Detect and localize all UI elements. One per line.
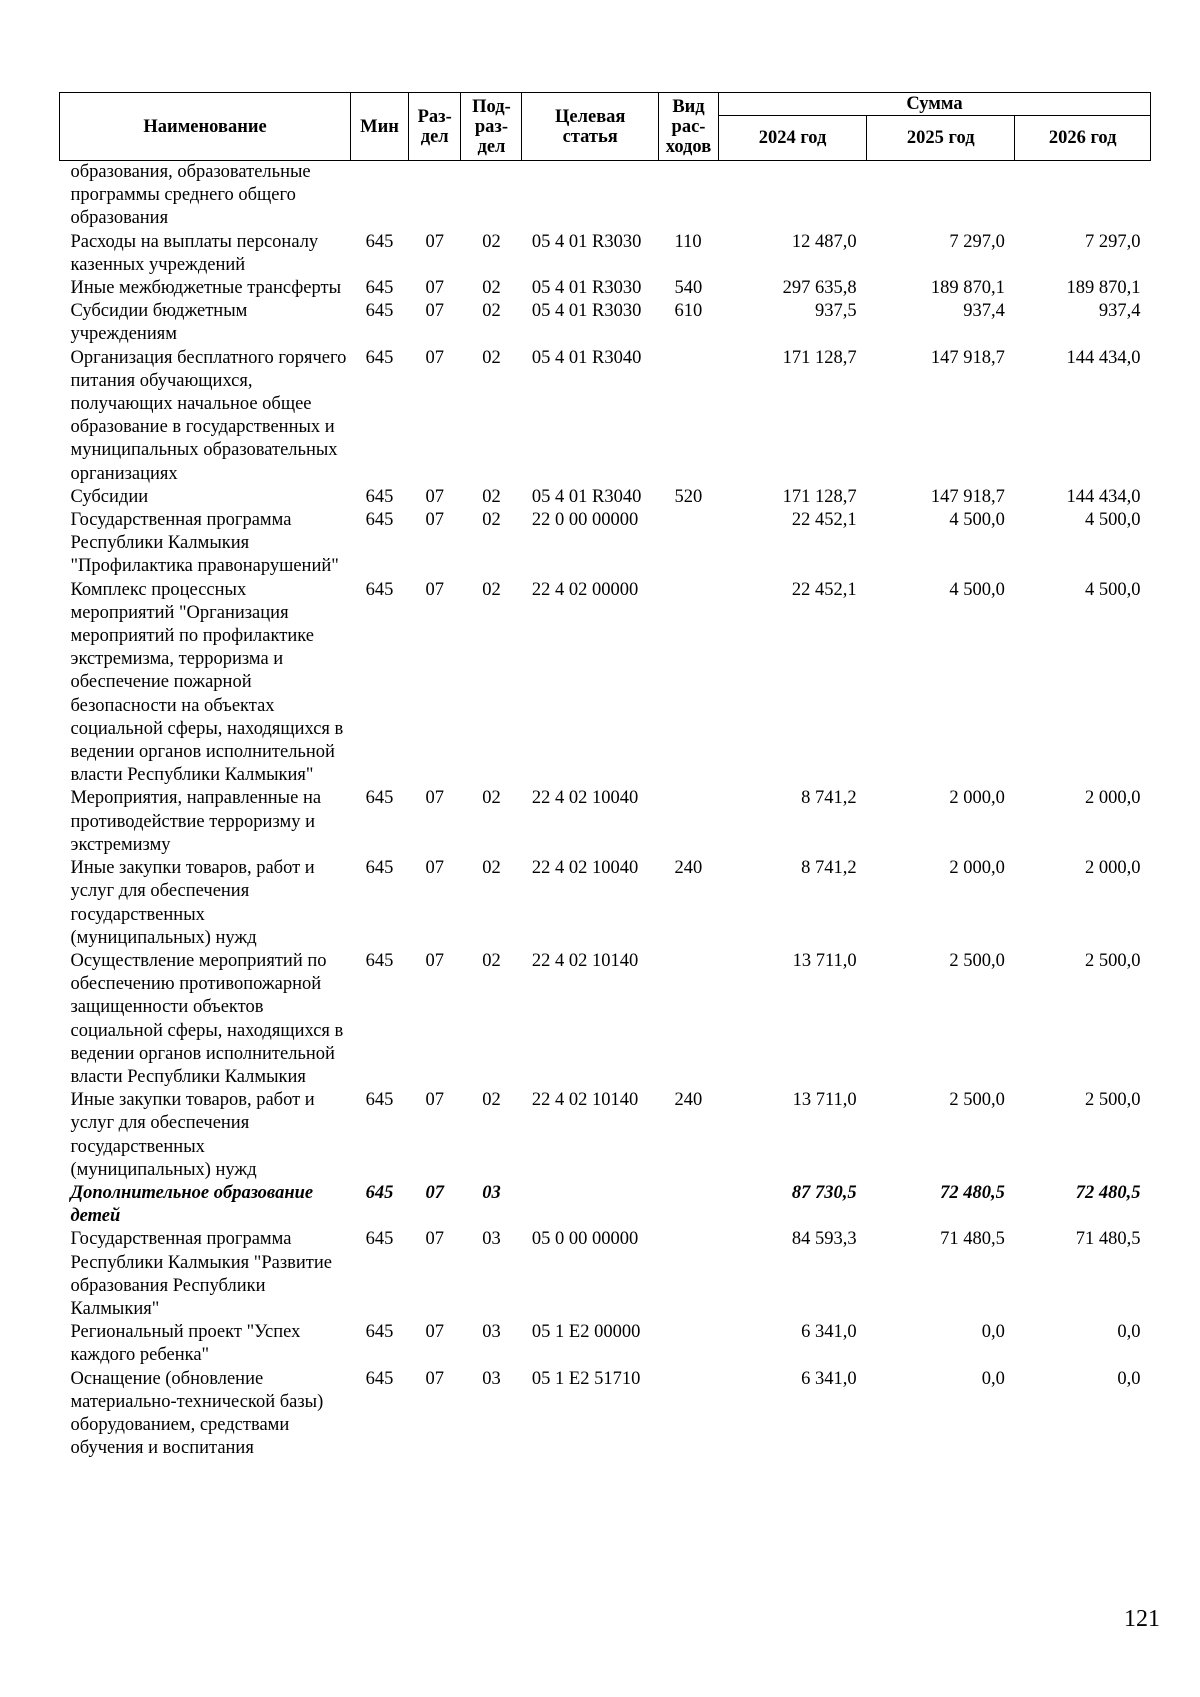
row-min: 645 xyxy=(365,301,394,322)
row-vid xyxy=(659,1182,719,1228)
table-row xyxy=(60,1321,1151,1367)
row-razdel: 07 xyxy=(425,1182,444,1203)
row-amount-2024: 6 341,0 xyxy=(801,1368,857,1389)
row-amount-2024: 297 635,8 xyxy=(782,278,857,299)
row-amount-2025: 147 918,7 xyxy=(930,486,1005,507)
row-name: Региональный проект "Успех каждого ребенка" xyxy=(70,1322,301,1366)
row-vid xyxy=(659,161,719,231)
row-podrazdel: 02 xyxy=(482,858,501,879)
table-row xyxy=(60,857,1151,950)
table-row xyxy=(60,509,1151,579)
row-amount-2026: 4 500,0 xyxy=(1085,510,1141,531)
row-min: 645 xyxy=(365,510,394,531)
row-amount-2026: 2 000,0 xyxy=(1085,858,1141,879)
row-min: 645 xyxy=(365,347,394,368)
table-row xyxy=(60,161,1151,231)
row-razdel: 07 xyxy=(425,858,444,879)
row-target-code: 22 4 02 10040 xyxy=(531,858,639,879)
row-target-code: 05 4 01 R3040 xyxy=(531,486,642,507)
row-podrazdel: 02 xyxy=(482,301,501,322)
row-name: Мероприятия, направленные на противодействие терроризму и экстремизму xyxy=(70,788,322,855)
table-row xyxy=(60,1182,1151,1228)
row-target-code: 22 4 02 00000 xyxy=(531,579,639,600)
row-amount-2025: 0,0 xyxy=(981,1368,1005,1389)
row-amount-2025: 189 870,1 xyxy=(930,278,1005,299)
row-vid xyxy=(659,347,719,486)
row-amount-2025: 147 918,7 xyxy=(930,347,1005,368)
row-amount-2024: 937,5 xyxy=(815,301,857,322)
row-razdel: 07 xyxy=(425,1090,444,1111)
row-min xyxy=(351,161,409,231)
row-razdel: 07 xyxy=(425,1229,444,1250)
row-razdel: 07 xyxy=(425,950,444,971)
table-row xyxy=(60,1089,1151,1182)
row-vid: 110 xyxy=(674,231,702,252)
row-amount-2024: 171 128,7 xyxy=(782,347,857,368)
table-row xyxy=(60,1228,1151,1321)
row-name: Расходы на выплаты персоналу казенных учреждений xyxy=(70,231,319,275)
header-sum: Сумма xyxy=(718,93,1150,116)
table-header xyxy=(60,93,1151,161)
row-razdel: 07 xyxy=(425,301,444,322)
row-podrazdel: 03 xyxy=(482,1182,501,1203)
header-vid: Вид рас- ходов xyxy=(659,93,719,161)
row-min: 645 xyxy=(365,1368,394,1389)
row-podrazdel: 03 xyxy=(482,1229,501,1250)
table-row xyxy=(60,579,1151,788)
row-razdel xyxy=(408,161,461,231)
row-amount-2026: 4 500,0 xyxy=(1085,579,1141,600)
row-podrazdel: 03 xyxy=(482,1322,501,1343)
row-target-code xyxy=(522,161,659,231)
row-min: 645 xyxy=(365,231,394,252)
row-name: Осуществление мероприятий по обеспечению противопожарной защищенности объектов социальной сферы, находящихся в ведении органов исполнительной власти Республики Калмыкия xyxy=(70,950,344,1087)
row-target-code: 05 0 00 00000 xyxy=(531,1229,639,1250)
header-min: Мин xyxy=(351,93,409,161)
row-amount-2025: 7 297,0 xyxy=(949,231,1005,252)
row-target-code: 22 4 02 10140 xyxy=(531,1090,639,1111)
row-amount-2025: 2 500,0 xyxy=(949,1090,1005,1111)
row-amount-2026: 144 434,0 xyxy=(1066,486,1141,507)
row-target-code: 22 4 02 10040 xyxy=(531,788,639,809)
row-min: 645 xyxy=(365,579,394,600)
row-amount-2025 xyxy=(867,161,1015,231)
header-2026: 2026 год xyxy=(1015,116,1151,161)
row-name: Государственная программа Республики Калмыкия "Развитие образования Республики Калмыкия" xyxy=(70,1229,332,1319)
row-vid xyxy=(659,787,719,857)
row-amount-2024: 171 128,7 xyxy=(782,486,857,507)
row-amount-2026: 2 500,0 xyxy=(1085,1090,1141,1111)
row-podrazdel xyxy=(461,161,522,231)
row-razdel: 07 xyxy=(425,510,444,531)
row-min: 645 xyxy=(365,1090,394,1111)
row-amount-2024: 13 711,0 xyxy=(792,1090,857,1111)
row-vid xyxy=(659,1368,719,1461)
row-min: 645 xyxy=(365,1322,394,1343)
row-amount-2025: 2 500,0 xyxy=(949,950,1005,971)
row-podrazdel: 02 xyxy=(482,231,501,252)
row-target-code: 05 4 01 R3030 xyxy=(531,231,642,252)
row-razdel: 07 xyxy=(425,347,444,368)
row-vid: 610 xyxy=(674,301,703,322)
row-amount-2024 xyxy=(718,161,866,231)
row-amount-2025: 72 480,5 xyxy=(940,1182,1005,1203)
row-amount-2026: 7 297,0 xyxy=(1085,231,1141,252)
row-podrazdel: 02 xyxy=(482,347,501,368)
row-podrazdel: 02 xyxy=(482,486,501,507)
row-target-code: 05 1 E2 51710 xyxy=(531,1368,641,1389)
page-number: 121 xyxy=(1124,1606,1160,1632)
row-min: 645 xyxy=(365,950,394,971)
table-row xyxy=(60,300,1151,346)
row-amount-2025: 2 000,0 xyxy=(949,788,1005,809)
row-amount-2025: 4 500,0 xyxy=(949,510,1005,531)
row-podrazdel: 02 xyxy=(482,950,501,971)
row-amount-2025: 937,4 xyxy=(963,301,1005,322)
row-name: Субсидии xyxy=(70,486,149,507)
row-target-code: 22 0 00 00000 xyxy=(531,510,639,531)
row-amount-2025: 2 000,0 xyxy=(949,858,1005,879)
row-amount-2024: 84 593,3 xyxy=(791,1229,857,1250)
table-row xyxy=(60,277,1151,300)
row-amount-2024: 8 741,2 xyxy=(801,858,857,879)
row-amount-2026: 2 000,0 xyxy=(1085,788,1141,809)
row-amount-2026: 71 480,5 xyxy=(1075,1229,1141,1250)
row-vid: 240 xyxy=(674,858,703,879)
row-amount-2024: 13 711,0 xyxy=(792,950,857,971)
row-amount-2026: 2 500,0 xyxy=(1085,950,1141,971)
row-name: Дополнительное образование детей xyxy=(70,1182,314,1227)
row-amount-2025: 71 480,5 xyxy=(940,1229,1005,1250)
table-row xyxy=(60,950,1151,1089)
row-amount-2026: 0,0 xyxy=(1117,1322,1141,1343)
row-min: 645 xyxy=(365,278,394,299)
row-target-code: 05 1 E2 00000 xyxy=(531,1322,641,1343)
row-name: Комплекс процессных мероприятий "Организация мероприятий по профилактике экстремизма, терроризма и обеспечение пожарной безопасности на объектах социальной сферы, находящихся в ведении органов исполнительной власти Республики Калмыкия" xyxy=(70,579,344,786)
table-row xyxy=(60,787,1151,857)
row-vid: 520 xyxy=(674,486,703,507)
row-amount-2025: 0,0 xyxy=(981,1322,1005,1343)
row-name: Иные закупки товаров, работ и услуг для обеспечения государственных (муниципальных) нужд xyxy=(70,1090,315,1180)
row-target-code: 05 4 01 R3040 xyxy=(531,347,642,368)
header-name: Наименование xyxy=(60,93,351,161)
row-vid xyxy=(659,579,719,788)
row-min: 645 xyxy=(365,858,394,879)
row-amount-2024: 22 452,1 xyxy=(791,510,857,531)
row-razdel: 07 xyxy=(425,788,444,809)
row-name: Иные закупки товаров, работ и услуг для обеспечения государственных (муниципальных) нужд xyxy=(70,858,315,948)
row-amount-2026: 189 870,1 xyxy=(1066,278,1141,299)
row-podrazdel: 02 xyxy=(482,579,501,600)
row-min: 645 xyxy=(365,486,394,507)
row-amount-2024: 12 487,0 xyxy=(791,231,857,252)
row-target-code: 22 4 02 10140 xyxy=(531,950,639,971)
row-min: 645 xyxy=(365,1229,394,1250)
row-razdel: 07 xyxy=(425,1368,444,1389)
row-amount-2024: 22 452,1 xyxy=(791,579,857,600)
row-min: 645 xyxy=(365,1182,394,1203)
row-vid xyxy=(659,509,719,579)
row-vid xyxy=(659,950,719,1089)
row-razdel: 07 xyxy=(425,278,444,299)
row-vid xyxy=(659,1321,719,1367)
row-podrazdel: 02 xyxy=(482,278,501,299)
row-name: Иные межбюджетные трансферты xyxy=(70,278,342,299)
budget-table xyxy=(59,92,1151,1460)
row-vid: 240 xyxy=(674,1090,703,1111)
row-razdel: 07 xyxy=(425,486,444,507)
row-amount-2024: 6 341,0 xyxy=(801,1322,857,1343)
row-razdel: 07 xyxy=(425,231,444,252)
row-vid xyxy=(659,1228,719,1321)
row-vid: 540 xyxy=(674,278,703,299)
row-podrazdel: 02 xyxy=(482,788,501,809)
row-name: Субсидии бюджетным учреждениям xyxy=(70,301,248,345)
row-razdel: 07 xyxy=(425,1322,444,1343)
header-2025: 2025 год xyxy=(867,116,1015,161)
table-row xyxy=(60,486,1151,509)
table-row xyxy=(60,231,1151,277)
row-amount-2026: 937,4 xyxy=(1098,301,1141,322)
row-name: образования, образовательные программы среднего общего образования xyxy=(70,162,311,229)
header-2024: 2024 год xyxy=(718,116,866,161)
row-razdel: 07 xyxy=(425,579,444,600)
row-target-code xyxy=(522,1182,659,1228)
row-target-code: 05 4 01 R3030 xyxy=(531,278,642,299)
row-podrazdel: 03 xyxy=(482,1368,501,1389)
table-row xyxy=(60,347,1151,486)
header-razdel: Раз- дел xyxy=(408,93,461,161)
row-amount-2026 xyxy=(1015,161,1151,231)
row-amount-2024: 8 741,2 xyxy=(801,788,857,809)
table-row xyxy=(60,1368,1151,1461)
row-min: 645 xyxy=(365,788,394,809)
row-amount-2026: 0,0 xyxy=(1117,1368,1141,1389)
row-amount-2024: 87 730,5 xyxy=(791,1182,857,1203)
header-podrazdel: Под- раз- дел xyxy=(461,93,522,161)
row-amount-2026: 72 480,5 xyxy=(1075,1182,1141,1203)
row-target-code: 05 4 01 R3030 xyxy=(531,301,642,322)
row-podrazdel: 02 xyxy=(482,510,501,531)
row-name: Оснащение (обновление материально-технической базы) оборудованием, средствами обучения и воспитания xyxy=(70,1368,324,1459)
header-target: Целевая статья xyxy=(522,93,659,161)
row-amount-2025: 4 500,0 xyxy=(949,579,1005,600)
row-name: Организация бесплатного горячего питания обучающихся, получающих начальное общее образование в государственных и муниципальных образовательных организациях xyxy=(70,347,347,484)
row-podrazdel: 02 xyxy=(482,1090,501,1111)
table-body xyxy=(60,161,1151,1461)
row-name: Государственная программа Республики Калмыкия "Профилактика правонарушений" xyxy=(70,510,339,577)
row-amount-2026: 144 434,0 xyxy=(1066,347,1141,368)
